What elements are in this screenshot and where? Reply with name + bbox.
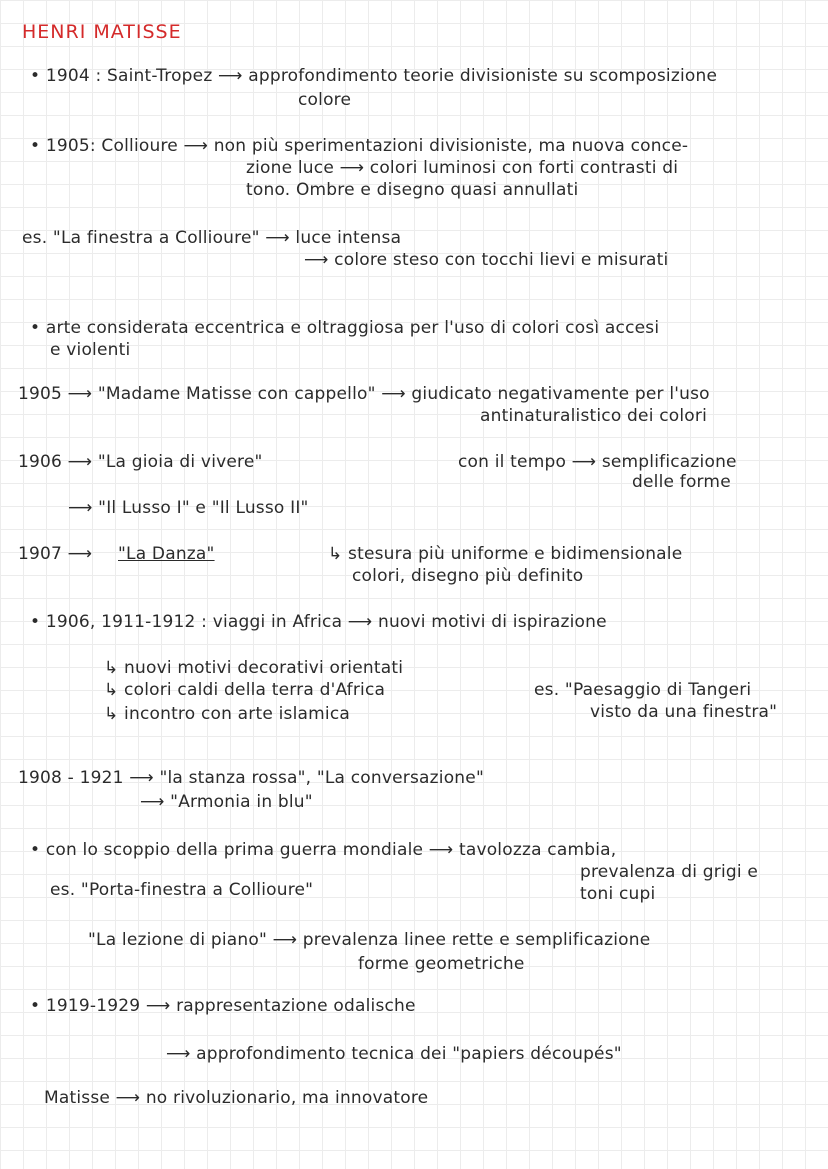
note-line: es. "Porta-finestra a Collioure" [50,880,314,900]
note-line: Matisse ⟶ no rivoluzionario, ma innovatore [44,1088,429,1108]
note-line: visto da una finestra" [590,702,778,722]
note-line: ⟶ colore steso con tocchi lievi e misurati [304,250,669,270]
note-line: forme geometriche [358,954,525,974]
note-line: con il tempo ⟶ semplificazione [458,452,737,472]
note-line: ↳ incontro con arte islamica [104,704,350,724]
note-line: ↳ colori caldi della terra d'Africa [104,680,386,700]
note-line: delle forme [632,472,731,492]
note-line: colore [298,90,352,110]
note-line: 1908 - 1921 ⟶ "la stanza rossa", "La conversazione" [18,768,484,788]
note-line: 1905 ⟶ "Madame Matisse con cappello" ⟶ giudicato negativamente per l'uso [18,384,710,404]
note-line: • 1906, 1911-1912 : viaggi in Africa ⟶ nuovi motivi di ispirazione [30,612,607,632]
note-line: prevalenza di grigi e [580,862,759,882]
note-line: antinaturalistico dei colori [480,406,708,426]
page-title: HENRI MATISSE [22,21,182,43]
note-line: • 1905: Collioure ⟶ non più sperimentazioni divisioniste, ma nuova conce- [30,136,689,156]
note-line: "La Danza" [118,544,215,564]
note-line: • 1904 : Saint-Tropez ⟶ approfondimento teorie divisioniste su scomposizione [30,66,718,86]
note-line: colori, disegno più definito [352,566,584,586]
note-line: zione luce ⟶ colori luminosi con forti contrasti di [246,158,679,178]
note-line: ⟶ "Armonia in blu" [140,792,313,812]
note-line: • 1919-1929 ⟶ rappresentazione odalische [30,996,416,1016]
note-line: ↳ stesura più uniforme e bidimensionale [328,544,683,564]
note-line: • con lo scoppio della prima guerra mondiale ⟶ tavolozza cambia, [30,840,617,860]
note-line: tono. Ombre e disegno quasi annullati [246,180,579,200]
note-line: es. "Paesaggio di Tangeri [534,680,752,700]
note-line: 1907 ⟶ [18,544,93,564]
note-line: "La lezione di piano" ⟶ prevalenza linee rette e semplificazione [88,930,651,950]
note-line: toni cupi [580,884,656,904]
note-line: ⟶ approfondimento tecnica dei "papiers découpés" [166,1044,622,1064]
note-line: ↳ nuovi motivi decorativi orientati [104,658,404,678]
note-line: ⟶ "Il Lusso I" e "Il Lusso II" [68,498,309,518]
note-line: es. "La finestra a Collioure" ⟶ luce intensa [22,228,402,248]
note-line: e violenti [50,340,131,360]
note-line: • arte considerata eccentrica e oltraggiosa per l'uso di colori così accesi [30,318,660,338]
note-line: 1906 ⟶ "La gioia di vivere" [18,452,263,472]
